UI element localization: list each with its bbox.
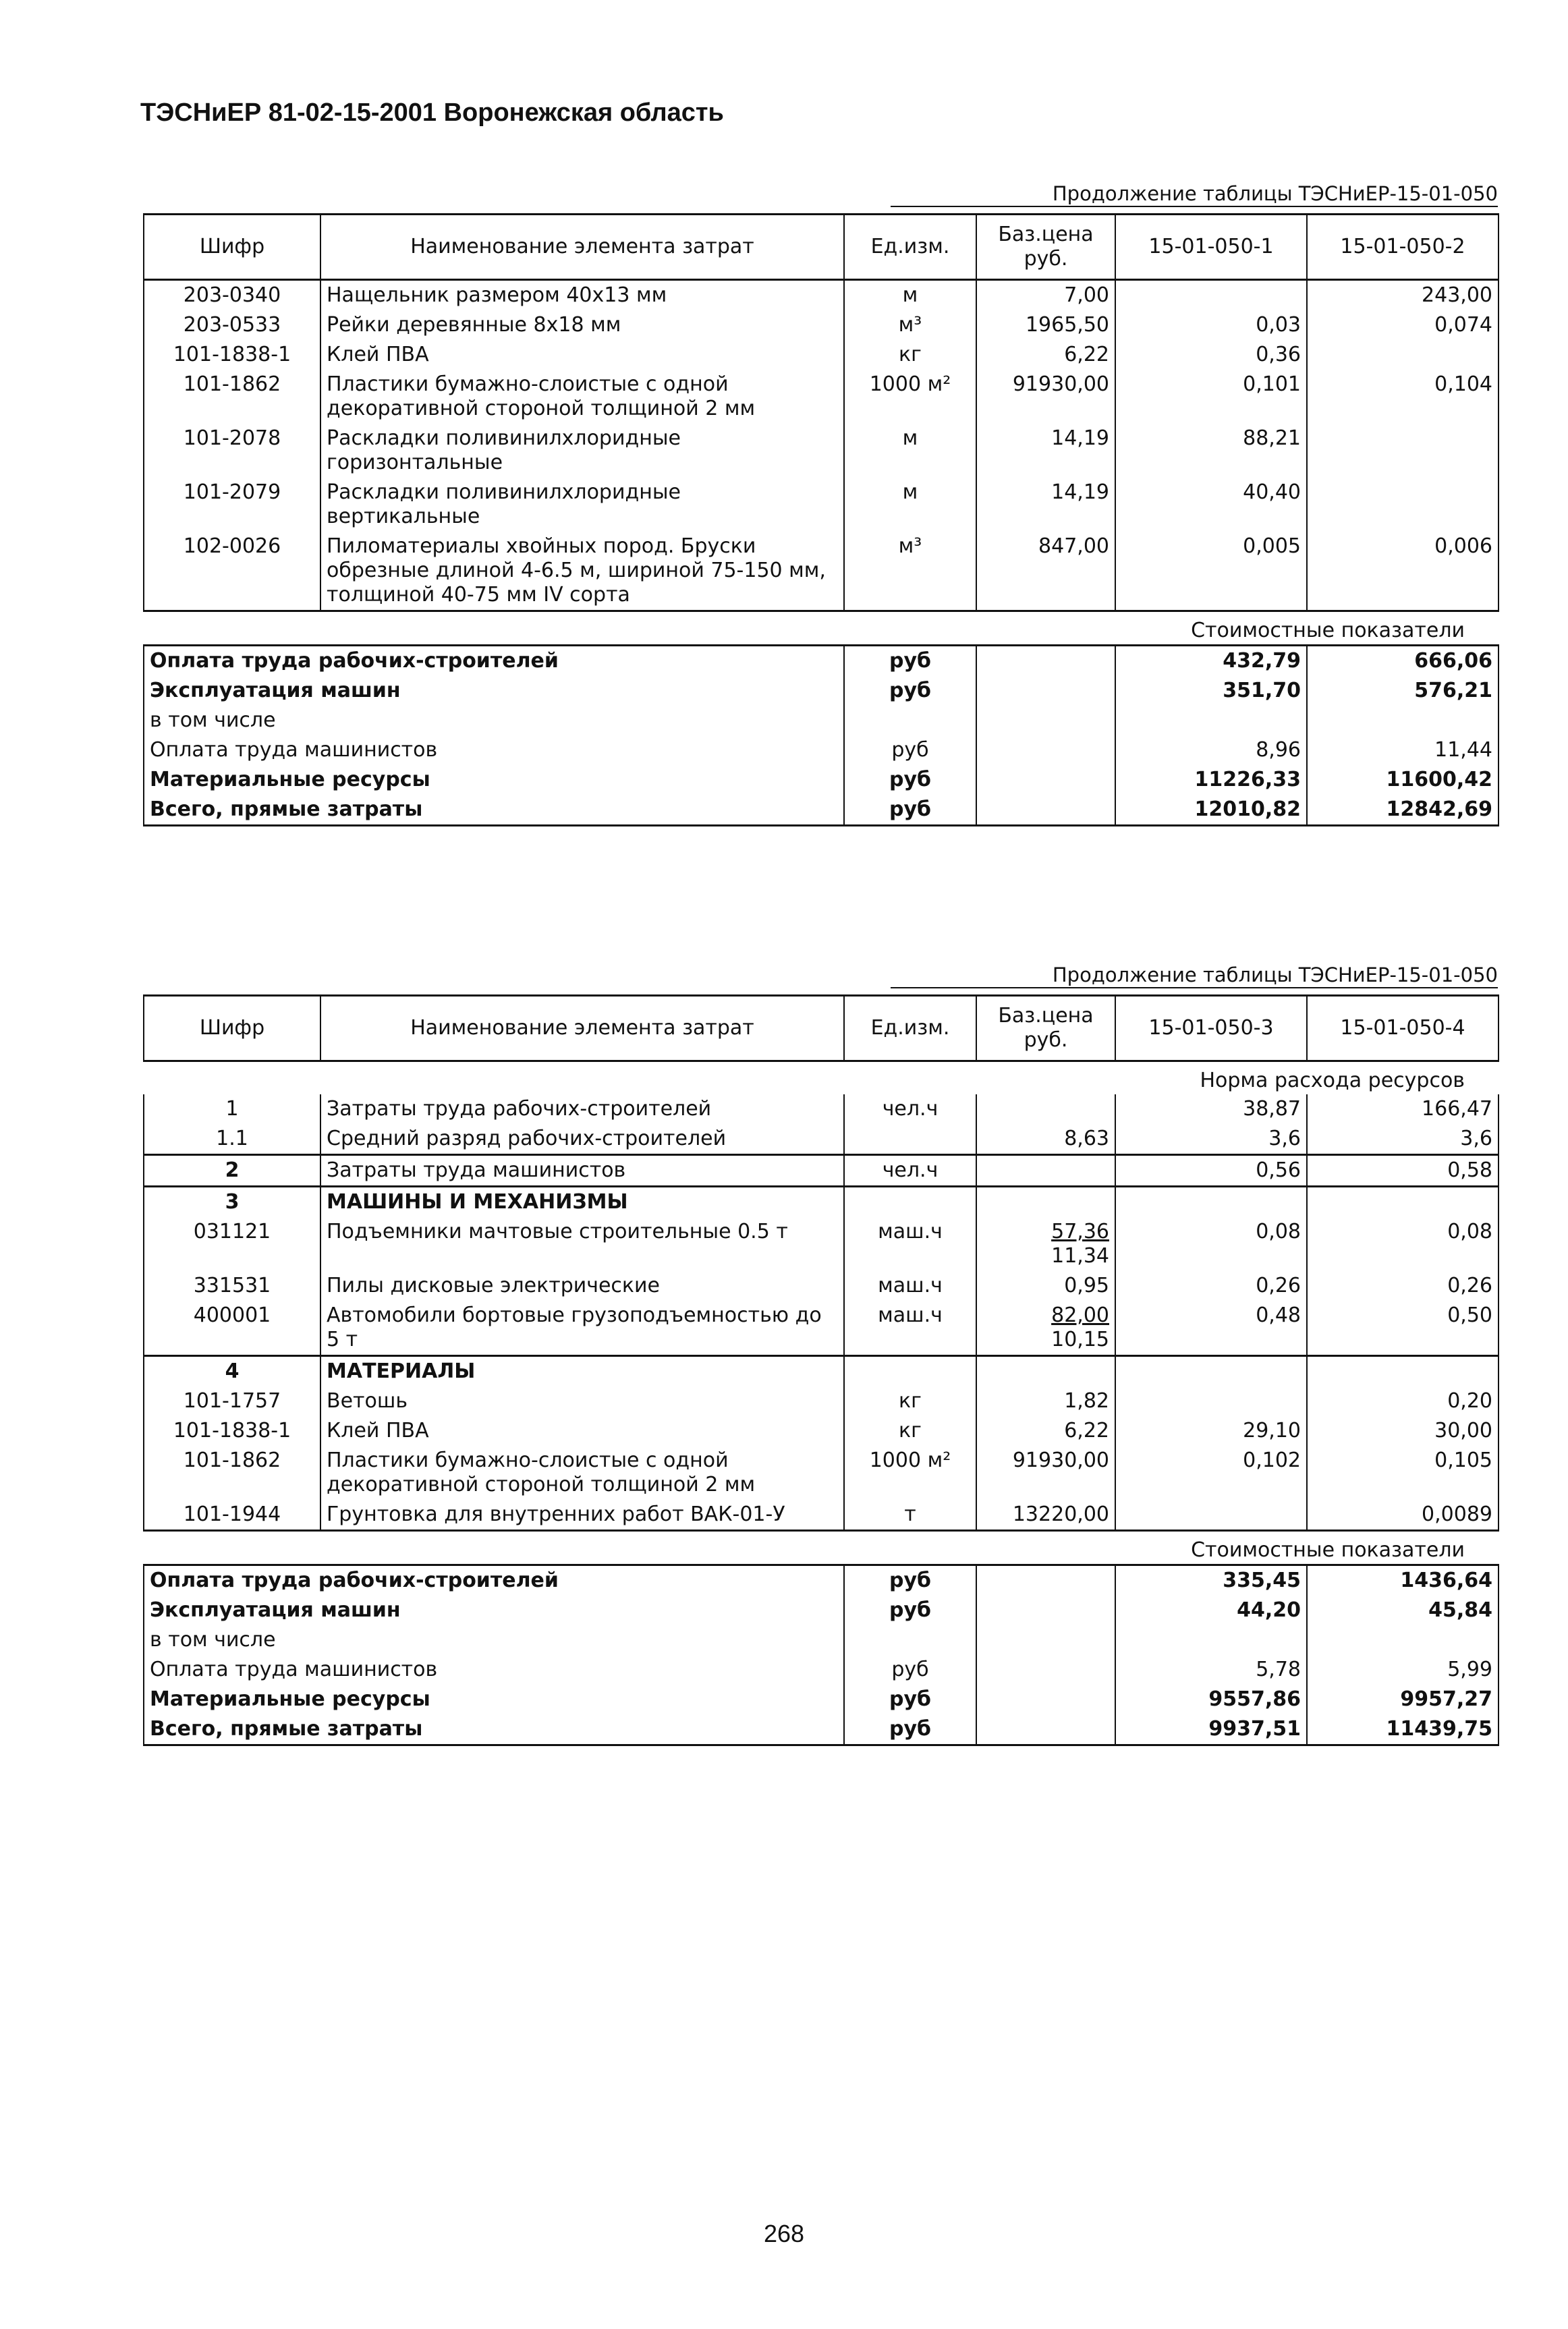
- cell-value-2: [1307, 478, 1499, 532]
- cost-row: [144, 646, 1499, 677]
- table2-costs: [144, 1565, 1499, 1745]
- cost-unit: руб: [844, 1655, 976, 1685]
- cost-row: [144, 1685, 1499, 1714]
- cost-empty-price: [976, 676, 1115, 706]
- table-row: [144, 1500, 1499, 1531]
- cost-label: Эксплуатация машин: [144, 676, 844, 706]
- cell-value-2: 0,0089: [1307, 1500, 1499, 1531]
- col-header-unit: Ед.изм.: [844, 996, 976, 1061]
- cell-name: Раскладки поливинилхлоридные вертикальные: [320, 478, 844, 532]
- cost-value-1: 12010,82: [1115, 795, 1307, 826]
- cell-name: Затраты труда рабочих-строителей: [320, 1094, 844, 1124]
- cell-value-1: 3,6: [1115, 1124, 1307, 1155]
- cell-code: 101-1944: [144, 1500, 320, 1531]
- cell-code: 203-0340: [144, 280, 320, 311]
- table2-caption: Продолжение таблицы ТЭСНиЕР-15-01-050: [891, 963, 1498, 988]
- cost-value-2: 666,06: [1307, 646, 1499, 677]
- cell-value-1: 40,40: [1115, 478, 1307, 532]
- table-row: [144, 310, 1499, 340]
- cost-label: Материальные ресурсы: [144, 1685, 844, 1714]
- cell-unit: чел.ч: [844, 1094, 976, 1124]
- cell-price: [976, 1155, 1115, 1187]
- cell-value-2: 3,6: [1307, 1124, 1499, 1155]
- cost-unit: руб: [844, 1685, 976, 1714]
- cell-name: Пилы дисковые электрические: [320, 1271, 844, 1301]
- cost-unit: руб: [844, 735, 976, 765]
- cell-value-1: [1115, 280, 1307, 311]
- cell-code: 101-1757: [144, 1386, 320, 1416]
- price-value: 82,00: [1051, 1303, 1109, 1327]
- cell-name: Клей ПВА: [320, 340, 844, 370]
- cell-value-2: 0,08: [1307, 1217, 1499, 1271]
- table-row: [144, 280, 1499, 311]
- cell-value-1: [1115, 1356, 1307, 1387]
- cost-value-2: 11600,42: [1307, 765, 1499, 795]
- cost-label: Оплата труда машинистов: [144, 1655, 844, 1685]
- col-header-v2: 15-01-050-4: [1307, 996, 1499, 1061]
- cell-name: Раскладки поливинилхлоридные горизонтальные: [320, 424, 844, 478]
- cost-row: [144, 676, 1499, 706]
- cell-code: 102-0026: [144, 532, 320, 611]
- cost-unit: руб: [844, 765, 976, 795]
- cost-value-2: 11439,75: [1307, 1714, 1499, 1745]
- cost-value-1: 335,45: [1115, 1565, 1307, 1596]
- table2-body: [144, 1094, 1499, 1531]
- cost-empty-price: [976, 765, 1115, 795]
- cell-price: [976, 1356, 1115, 1387]
- cell-value-1: 0,56: [1115, 1155, 1307, 1187]
- cost-empty-price: [976, 1596, 1115, 1625]
- cell-name: Нащельник размером 40х13 мм: [320, 280, 844, 311]
- cell-name: Клей ПВА: [320, 1416, 844, 1446]
- cell-price: 8,63: [976, 1124, 1115, 1155]
- col-header-code: Шифр: [144, 215, 320, 280]
- cell-value-1: 0,36: [1115, 340, 1307, 370]
- cell-value-2: [1307, 340, 1499, 370]
- table2-costs-heading: [144, 1531, 1499, 1565]
- cost-value-2: 12842,69: [1307, 795, 1499, 826]
- col-header-name: Наименование элемента затрат: [320, 996, 844, 1061]
- cost-label: Всего, прямые затраты: [144, 795, 844, 826]
- cell-name: Затраты труда машинистов: [320, 1155, 844, 1187]
- cell-code: 101-1862: [144, 370, 320, 424]
- cell-price: 1965,50: [976, 310, 1115, 340]
- cell-price: [976, 1094, 1115, 1124]
- norm-heading: Норма расхода ресурсов: [144, 1061, 1499, 1095]
- cell-name: Рейки деревянные 8х18 мм: [320, 310, 844, 340]
- cell-code: 101-1838-1: [144, 340, 320, 370]
- cell-code: 203-0533: [144, 310, 320, 340]
- price-wage-value: 11,34: [1051, 1244, 1109, 1268]
- cost-row: [144, 706, 1499, 735]
- price-value: 57,36: [1051, 1220, 1109, 1243]
- table-row: [144, 370, 1499, 424]
- table1-costs: [144, 646, 1499, 826]
- cost-label: Оплата труда рабочих-строителей: [144, 646, 844, 677]
- cost-unit: руб: [844, 1714, 976, 1745]
- cost-empty-price: [976, 795, 1115, 826]
- cell-name: Ветошь: [320, 1386, 844, 1416]
- cost-value-1: 9937,51: [1115, 1714, 1307, 1745]
- cell-code: 101-1838-1: [144, 1416, 320, 1446]
- cell-price: 14,19: [976, 424, 1115, 478]
- table-row: [144, 1217, 1499, 1271]
- cost-empty-price: [976, 1685, 1115, 1714]
- table2-header-row: [144, 996, 1499, 1061]
- cell-value-2: 0,006: [1307, 532, 1499, 611]
- cell-value-1: [1115, 1500, 1307, 1531]
- cost-unit: руб: [844, 676, 976, 706]
- cell-code: 031121: [144, 1217, 320, 1271]
- cost-empty-price: [976, 1714, 1115, 1745]
- cell-value-2: 0,58: [1307, 1155, 1499, 1187]
- table1: [143, 213, 1499, 826]
- cost-row: [144, 1625, 1499, 1655]
- cost-value-1: 8,96: [1115, 735, 1307, 765]
- cell-code: 101-2079: [144, 478, 320, 532]
- table-row: [144, 1094, 1499, 1124]
- cost-unit: руб: [844, 795, 976, 826]
- cell-value-1: 0,102: [1115, 1446, 1307, 1500]
- cell-unit: кг: [844, 1386, 976, 1416]
- table-row: [144, 1271, 1499, 1301]
- cell-value-2: 0,50: [1307, 1301, 1499, 1356]
- cost-value-2: 576,21: [1307, 676, 1499, 706]
- cell-value-1: 0,08: [1115, 1217, 1307, 1271]
- cell-name: Пластики бумажно-слоистые с одной декоративной стороной толщиной 2 мм: [320, 370, 844, 424]
- cost-value-2: 11,44: [1307, 735, 1499, 765]
- cell-unit: маш.ч: [844, 1301, 976, 1356]
- table1-caption: Продолжение таблицы ТЭСНиЕР-15-01-050: [891, 182, 1498, 207]
- cell-code: 101-2078: [144, 424, 320, 478]
- cell-name: Пластики бумажно-слоистые с одной декоративной стороной толщиной 2 мм: [320, 1446, 844, 1500]
- col-header-v1: 15-01-050-1: [1115, 215, 1307, 280]
- cell-name: МАШИНЫ И МЕХАНИЗМЫ: [320, 1187, 844, 1218]
- cost-row: [144, 1565, 1499, 1596]
- table2-norm-heading: [144, 1061, 1499, 1095]
- cost-empty-price: [976, 1565, 1115, 1596]
- cell-value-2: [1307, 1187, 1499, 1218]
- cost-value-2: [1307, 706, 1499, 735]
- cell-price: 0,95: [976, 1271, 1115, 1301]
- cell-value-1: 29,10: [1115, 1416, 1307, 1446]
- cost-row: [144, 1714, 1499, 1745]
- cost-value-1: 11226,33: [1115, 765, 1307, 795]
- cell-name: Подъемники мачтовые строительные 0.5 т: [320, 1217, 844, 1271]
- cost-row: [144, 765, 1499, 795]
- cell-unit: м: [844, 280, 976, 311]
- cell-unit: м: [844, 424, 976, 478]
- cost-row: [144, 1655, 1499, 1685]
- cost-unit: [844, 1625, 976, 1655]
- cell-price: 847,00: [976, 532, 1115, 611]
- cell-unit: 1000 м²: [844, 370, 976, 424]
- cell-value-2: 0,105: [1307, 1446, 1499, 1500]
- cell-unit: [844, 1356, 976, 1387]
- table1-body: [144, 280, 1499, 611]
- table-row: [144, 1356, 1499, 1387]
- cell-unit: м³: [844, 310, 976, 340]
- col-header-v1: 15-01-050-3: [1115, 996, 1307, 1061]
- table-row: [144, 340, 1499, 370]
- cell-value-1: 0,48: [1115, 1301, 1307, 1356]
- cost-value-2: 1436,64: [1307, 1565, 1499, 1596]
- cell-unit: кг: [844, 340, 976, 370]
- table-row: [144, 1187, 1499, 1218]
- price-wage-value: 10,15: [1051, 1328, 1109, 1351]
- cost-label: Оплата труда рабочих-строителей: [144, 1565, 844, 1596]
- cell-value-2: 0,26: [1307, 1271, 1499, 1301]
- cost-label: Оплата труда машинистов: [144, 735, 844, 765]
- cost-label: Материальные ресурсы: [144, 765, 844, 795]
- cell-value-2: 30,00: [1307, 1416, 1499, 1446]
- cell-value-2: 0,20: [1307, 1386, 1499, 1416]
- table2: [143, 994, 1499, 1746]
- cost-row: [144, 735, 1499, 765]
- cost-value-1: 351,70: [1115, 676, 1307, 706]
- cell-value-1: [1115, 1386, 1307, 1416]
- table-row: [144, 532, 1499, 611]
- cost-empty-price: [976, 646, 1115, 677]
- cell-value-1: 38,87: [1115, 1094, 1307, 1124]
- cell-value-2: [1307, 424, 1499, 478]
- cell-unit: кг: [844, 1416, 976, 1446]
- cell-price: 14,19: [976, 478, 1115, 532]
- cost-label: в том числе: [144, 1625, 844, 1655]
- cost-label: Эксплуатация машин: [144, 1596, 844, 1625]
- table-row: [144, 1416, 1499, 1446]
- cell-code: 331531: [144, 1271, 320, 1301]
- table-row: [144, 1155, 1499, 1187]
- table-row: [144, 478, 1499, 532]
- cell-code: 101-1862: [144, 1446, 320, 1500]
- cell-value-2: 243,00: [1307, 280, 1499, 311]
- cost-value-1: [1115, 706, 1307, 735]
- cell-unit: маш.ч: [844, 1217, 976, 1271]
- cell-price: [976, 1187, 1115, 1218]
- cost-value-1: 432,79: [1115, 646, 1307, 677]
- cell-code: 2: [144, 1155, 320, 1187]
- cost-empty-price: [976, 735, 1115, 765]
- cost-value-2: 5,99: [1307, 1655, 1499, 1685]
- cell-code: 1: [144, 1094, 320, 1124]
- col-header-price: Баз.цена руб.: [976, 215, 1115, 280]
- cell-value-2: 166,47: [1307, 1094, 1499, 1124]
- cell-unit: т: [844, 1500, 976, 1531]
- cell-unit: м³: [844, 532, 976, 611]
- cell-name: Автомобили бортовые грузоподъемностью до 5 т: [320, 1301, 844, 1356]
- cell-price: 91930,00: [976, 1446, 1115, 1500]
- cell-value-2: [1307, 1356, 1499, 1387]
- cost-row: [144, 1596, 1499, 1625]
- cell-price: [976, 1301, 1115, 1356]
- col-header-v2: 15-01-050-2: [1307, 215, 1499, 280]
- cost-empty-price: [976, 706, 1115, 735]
- cell-name: Грунтовка для внутренних работ ВАК-01-У: [320, 1500, 844, 1531]
- cell-code: 3: [144, 1187, 320, 1218]
- table-row: [144, 1124, 1499, 1155]
- cell-unit: маш.ч: [844, 1271, 976, 1301]
- cell-unit: 1000 м²: [844, 1446, 976, 1500]
- costs-heading: Стоимостные показатели: [144, 1531, 1499, 1565]
- cell-value-2: 0,104: [1307, 370, 1499, 424]
- cost-value-2: 9957,27: [1307, 1685, 1499, 1714]
- table1-header-row: [144, 215, 1499, 280]
- cell-price: 1,82: [976, 1386, 1115, 1416]
- page-number: 268: [763, 2220, 805, 2247]
- cost-value-2: [1307, 1625, 1499, 1655]
- cost-label: Всего, прямые затраты: [144, 1714, 844, 1745]
- cell-unit: чел.ч: [844, 1155, 976, 1187]
- cell-value-1: 88,21: [1115, 424, 1307, 478]
- cost-value-1: 5,78: [1115, 1655, 1307, 1685]
- cost-label: в том числе: [144, 706, 844, 735]
- cell-price: 91930,00: [976, 370, 1115, 424]
- cost-unit: [844, 706, 976, 735]
- cell-price: 13220,00: [976, 1500, 1115, 1531]
- cell-price: 7,00: [976, 280, 1115, 311]
- cell-price: [976, 1217, 1115, 1271]
- cost-row: [144, 795, 1499, 826]
- cost-unit: руб: [844, 1565, 976, 1596]
- cost-unit: руб: [844, 646, 976, 677]
- cell-name: Средний разряд рабочих-строителей: [320, 1124, 844, 1155]
- cost-value-1: 9557,86: [1115, 1685, 1307, 1714]
- col-header-unit: Ед.изм.: [844, 215, 976, 280]
- cell-unit: м: [844, 478, 976, 532]
- document-title: ТЭСНиЕР 81-02-15-2001 Воронежская область: [140, 99, 724, 127]
- cell-code: 1.1: [144, 1124, 320, 1155]
- table-row: [144, 1386, 1499, 1416]
- col-header-name: Наименование элемента затрат: [320, 215, 844, 280]
- cell-value-1: 0,005: [1115, 532, 1307, 611]
- cost-value-1: 44,20: [1115, 1596, 1307, 1625]
- cell-name: Пиломатериалы хвойных пород. Бруски обрезные длиной 4-6.5 м, шириной 75-150 мм, толщиной 40-75 мм IV сорта: [320, 532, 844, 611]
- cost-value-1: [1115, 1625, 1307, 1655]
- table-row: [144, 1301, 1499, 1356]
- cost-empty-price: [976, 1655, 1115, 1685]
- cell-price: 6,22: [976, 340, 1115, 370]
- cell-value-1: 0,101: [1115, 370, 1307, 424]
- cell-value-1: 0,26: [1115, 1271, 1307, 1301]
- col-header-price: Баз.цена руб.: [976, 996, 1115, 1061]
- cell-value-1: 0,03: [1115, 310, 1307, 340]
- cell-code: 4: [144, 1356, 320, 1387]
- table-row: [144, 1446, 1499, 1500]
- cost-value-2: 45,84: [1307, 1596, 1499, 1625]
- cost-unit: руб: [844, 1596, 976, 1625]
- col-header-code: Шифр: [144, 996, 320, 1061]
- costs-heading: Стоимостные показатели: [144, 611, 1499, 646]
- cell-unit: [844, 1124, 976, 1155]
- cell-code: 400001: [144, 1301, 320, 1356]
- table-row: [144, 424, 1499, 478]
- table1-costs-heading: [144, 611, 1499, 646]
- cell-price: 6,22: [976, 1416, 1115, 1446]
- cell-value-2: 0,074: [1307, 310, 1499, 340]
- cell-value-1: [1115, 1187, 1307, 1218]
- cell-unit: [844, 1187, 976, 1218]
- cell-name: МАТЕРИАЛЫ: [320, 1356, 844, 1387]
- cost-empty-price: [976, 1625, 1115, 1655]
